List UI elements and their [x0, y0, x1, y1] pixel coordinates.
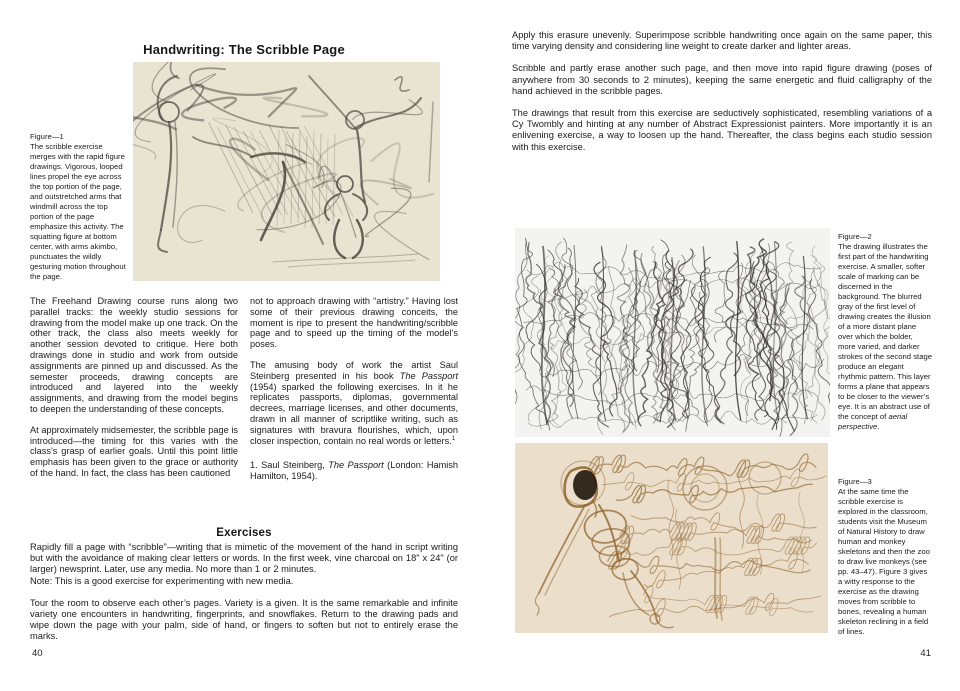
steinberg-text-post: (1954) sparked the following exercises. In it he replicates passports, diplomas, governmental decrees, marriage licenses, and other documents, drawn in all manner of scriptlike writing, such as signatures with bravura flourishes, which, upon closer inspection, contain no real words or letters. [250, 381, 458, 446]
exercises-block [30, 542, 458, 643]
figure-3-caption-label: Figure—3 [838, 477, 872, 486]
paragraph-steinberg [250, 360, 458, 446]
footnote [250, 460, 458, 482]
paragraph-rapid-figure: Scribble and partly erase another such page, and then move into rapid figure drawing (poses of anywhere from 30 seconds to 2 minutes), keeping the same energetic and fluid calligraphy of the hand achieved in the scribble pages. [512, 63, 932, 96]
footnote-pre: 1. Saul Steinberg, [250, 460, 329, 471]
footnote-post: (London: Hamish Hamilton, 1954). [250, 460, 458, 482]
figure-1-scribble-figure-drawing [133, 62, 440, 281]
paragraph-cy-twombly: The drawings that result from this exercise are seductively sophisticated, resembling variations of a Cy Twombly and hinting at any number of Abstract Expressionist painters. More importantly it is an enlivening exercise, a way to loosen up the hand. Thereafter, the class begins each studio session with this exercise. [512, 108, 932, 152]
steinberg-text-pre: The amusing body of work the artist Saul Steinberg presented in his book [250, 359, 458, 381]
figure-3-skeleton-scribble-drawing [515, 443, 828, 633]
page-number-right: 41 [920, 648, 931, 659]
figure-2-caption-label: Figure—2 [838, 232, 872, 241]
paragraph-erasure: Apply this erasure unevenly. Superimpose scribble handwriting once again on the same paper, this time varying density and considering line weight to create darker and lighter areas. [512, 30, 932, 52]
figure-2-caption-post: . [877, 422, 880, 431]
paragraph-artistry: not to approach drawing with “artistry.” Having lost some of their previous drawing conceits, the moment is ripe to present the handwriting/scribble page and to speed up the timing of the model’s poses. [250, 296, 458, 350]
figure-1-caption-label: Figure—1 [30, 132, 64, 141]
figure-1-caption-text: The scribble exercise merges with the rapid figure drawings. Vigorous, looped lines propel the eye across the top portion of the page, and outstretched arms that windmill across the top portion of the page emphasize this activity. The squatting figure at bottom center, with arms akimbo, punctuates the wildly gesturing motion throughout the page. [30, 142, 126, 281]
paragraph-midsemester: At approximately midsemester, the scribble page is introduced—the timing for this varies with the class’s grasp of earlier goals. Until this point little emphasis has been given to the grace or authority of the hand. In fact, the class has been cautioned [30, 424, 238, 478]
figure-2-scribble-handwriting-drawing [515, 228, 830, 437]
paragraph-freehand-course: The Freehand Drawing course runs along two parallel tracks: the weekly studio sessions for drawing from the model make up one track. On the other track, the class also meets weekly for another session devoted to critique. Here both drawings done in studio and work from outside assignments are pinned up and discussed. As the semester proceeds, drawing concepts are introduced and layered into the weekly assignments, and drawing from the model begins to deepen the understanding of these concepts. [30, 296, 238, 414]
skull-blob [573, 470, 597, 500]
figure-3-caption [838, 477, 932, 637]
exercise-1-text: Rapidly fill a page with “scribble”—writing that is mimetic of the movement of the hand in script writing but with the avoidance of making clear letters or words. In the first week, vine charcoal on 18" x 24" (or larger) newsprint. Later, use any media. No more than 1 or 2 minutes. [30, 542, 458, 575]
figure-1-caption [30, 132, 128, 282]
figure-2-caption-pre: The drawing illustrates the first part of the handwriting exercise. A smaller, softer scale of marking can be discerned in the background. The blurred gray of the first level of drawing creates the illusion of a more distant plane over which the bolder, more varied, and darker strokes of the second stage produce an elegant rhythmic pattern. This layer forms a plane that appears to be closer to the viewer’s eye. It is an abstract use of the concept of [838, 242, 933, 421]
right-page-text [512, 30, 932, 153]
footnote-marker: 1 [451, 435, 456, 442]
exercises-heading: Exercises [216, 526, 272, 539]
steinberg-book-title: The Passport [399, 370, 459, 381]
footnote-book-title: The Passport [328, 460, 384, 471]
body-column-2 [250, 296, 458, 482]
figure-2-caption [838, 232, 932, 432]
page-title: Handwriting: The Scribble Page [143, 41, 345, 57]
figure-3-caption-text: At the same time the scribble exercise is explored in the classroom, students visit the Museum of Natural History to draw human and monkey skeletons and then the zoo to draw live monkeys (see pp. 43–47). Figure 3 gives a witty response to the exercise as the drawing moves from scribble to bones, revealing a human skeleton reclining in a field of lines. [838, 487, 930, 636]
figure-2-caption-italic: aerial perspective [838, 412, 908, 431]
exercise-1-note: Note: This is a good exercise for experimenting with new media. [30, 575, 294, 586]
page-number-left: 40 [32, 648, 43, 659]
exercise-2-text: Tour the room to observe each other’s pages. Variety is a given. It is the same remarkable and infinite variety one encounters in handwriting, fingerprints, and snowflakes. Return to the drawing pads and wipe down the page with your palm, side of hand, or fingers to soften but not to entirely erase the marks. [30, 597, 458, 642]
body-column-1 [30, 296, 238, 482]
left-page-columns [30, 296, 458, 482]
